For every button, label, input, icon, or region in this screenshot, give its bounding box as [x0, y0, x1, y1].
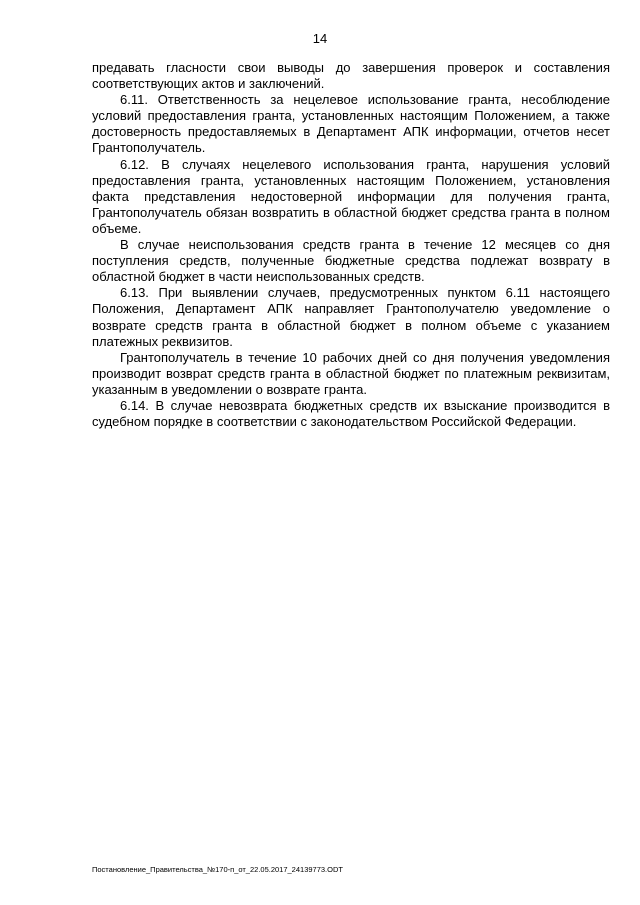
paragraph-6-12: 6.12. В случаях нецелевого использования гранта, нарушения условий предоставления гранта, установленных настоящим Положением, установления факта представления недостоверной информации для получения гранта, Грантополучатель обязан возвратить в областной бюджет средства гранта в полном объеме. — [92, 156, 610, 236]
paragraph-unused-funds: В случае неиспользования средств гранта в течение 12 месяцев со дня поступления средств, полученные бюджетные средства подлежат возврату в областной бюджет в части неиспользованных средств. — [92, 237, 610, 285]
paragraph-continuation: предавать гласности свои выводы до завершения проверок и составления соответствующих актов и заключений. — [92, 60, 610, 92]
paragraph-6-13: 6.13. При выявлении случаев, предусмотренных пунктом 6.11 настоящего Положения, Департамент АПК направляет Грантополучателю уведомление о возврате средств гранта в областной бюджет в полном объеме с указанием платежных реквизитов. — [92, 285, 610, 349]
paragraph-6-14: 6.14. В случае невозврата бюджетных средств их взыскание производится в судебном порядке в соответствии с законодательством Российской Федерации. — [92, 397, 610, 430]
paragraph-6-11: 6.11. Ответственность за нецелевое использование гранта, несоблюдение условий предоставления гранта, установленных настоящим Положением, а также достоверность предоставляемых в Департамент АПК информации, отчетов несет Грантополучатель. — [92, 92, 610, 156]
page-number: 14 — [312, 31, 328, 46]
paragraph-refund-deadline: Грантополучатель в течение 10 рабочих дней со дня получения уведомления производит возврат средств гранта в областной бюджет по платежным реквизитам, указанным в уведомлении о возврате гранта. — [92, 349, 610, 397]
document-body — [92, 60, 610, 430]
footer-filename: Постановление_Правительства_№170-п_от_22.05.2017_24139773.ODT — [92, 865, 343, 874]
